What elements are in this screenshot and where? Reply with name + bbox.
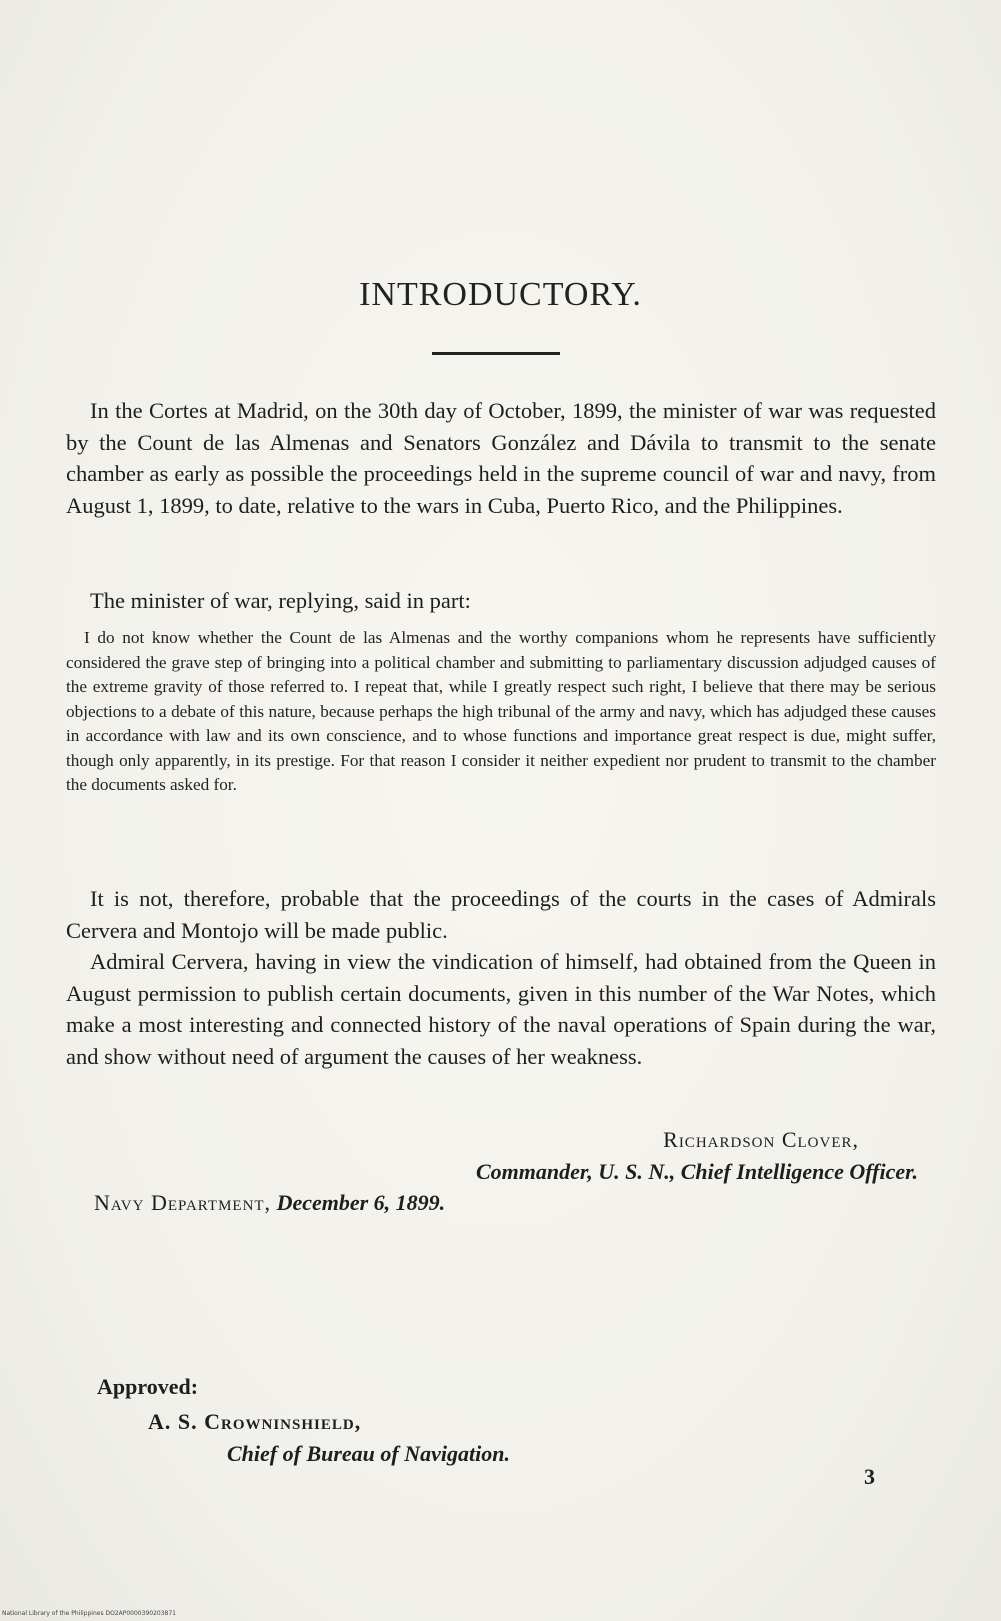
page-number: 3 bbox=[864, 1464, 875, 1489]
heading-rule bbox=[432, 352, 560, 355]
minister-quote: I do not know whether the Count de las Almenas and the worthy companions whom he represents have sufficiently considered the grave step of bringing into a political chamber and submitting to parliamentary discussion adjudged causes of the extreme gravity of those referred to. I repeat that, while I greatly respect such right, I believe that there may be serious objections to a debate of this nature, because perhaps the high tribunal of the army and navy, which has adjudged these causes in accordance with law and its own conscience, and to whose functions and importance great respect is due, might suffer, though only apparently, in its prestige. For that reason I consider it neither expedient nor prudent to transmit to the chamber the documents asked for. bbox=[66, 628, 936, 794]
paragraph-proceedings-not-public: It is not, therefore, probable that the proceedings of the courts in the cases of Admirals Cervera and Montojo will be made public. bbox=[66, 886, 936, 943]
paragraph-cortes-request: In the Cortes at Madrid, on the 30th day of October, 1899, the minister of war was requested by the Count de las Almenas and Senators González and Dávila to transmit to the senate chamber as early as possible the proceedings held in the supreme council of war and navy, from August 1, 1899, to date, relative to the wars in Cuba, Puerto Rico, and the Philippines. bbox=[66, 398, 936, 518]
department-name: Navy Department, bbox=[94, 1190, 272, 1215]
approver-title: Chief of Bureau of Navigation. bbox=[227, 1441, 510, 1466]
department-date-line bbox=[94, 1190, 445, 1216]
signature-name: Richardson Clover, bbox=[663, 1127, 859, 1152]
footer-credit: National Library of the Philippines DO2AP0000390203871 bbox=[2, 1610, 176, 1617]
approver-name: A. S. Crowninshield, bbox=[148, 1409, 362, 1434]
paragraph-minister-reply: The minister of war, replying, said in part: bbox=[90, 588, 471, 613]
page-heading: INTRODUCTORY. bbox=[359, 276, 642, 313]
signature-title: Commander, U. S. N., Chief Intelligence Officer. bbox=[475, 1159, 918, 1184]
paragraph-cervera-documents: Admiral Cervera, having in view the vindication of himself, had obtained from the Queen in August permission to publish certain documents, given in this number of the War Notes, which make a most interesting and connected history of the naval operations of Spain during the war, and show without need of argument the causes of her weakness. bbox=[66, 949, 936, 1069]
approved-label: Approved: bbox=[97, 1374, 199, 1399]
signature-date: December 6, 1899. bbox=[276, 1190, 446, 1215]
